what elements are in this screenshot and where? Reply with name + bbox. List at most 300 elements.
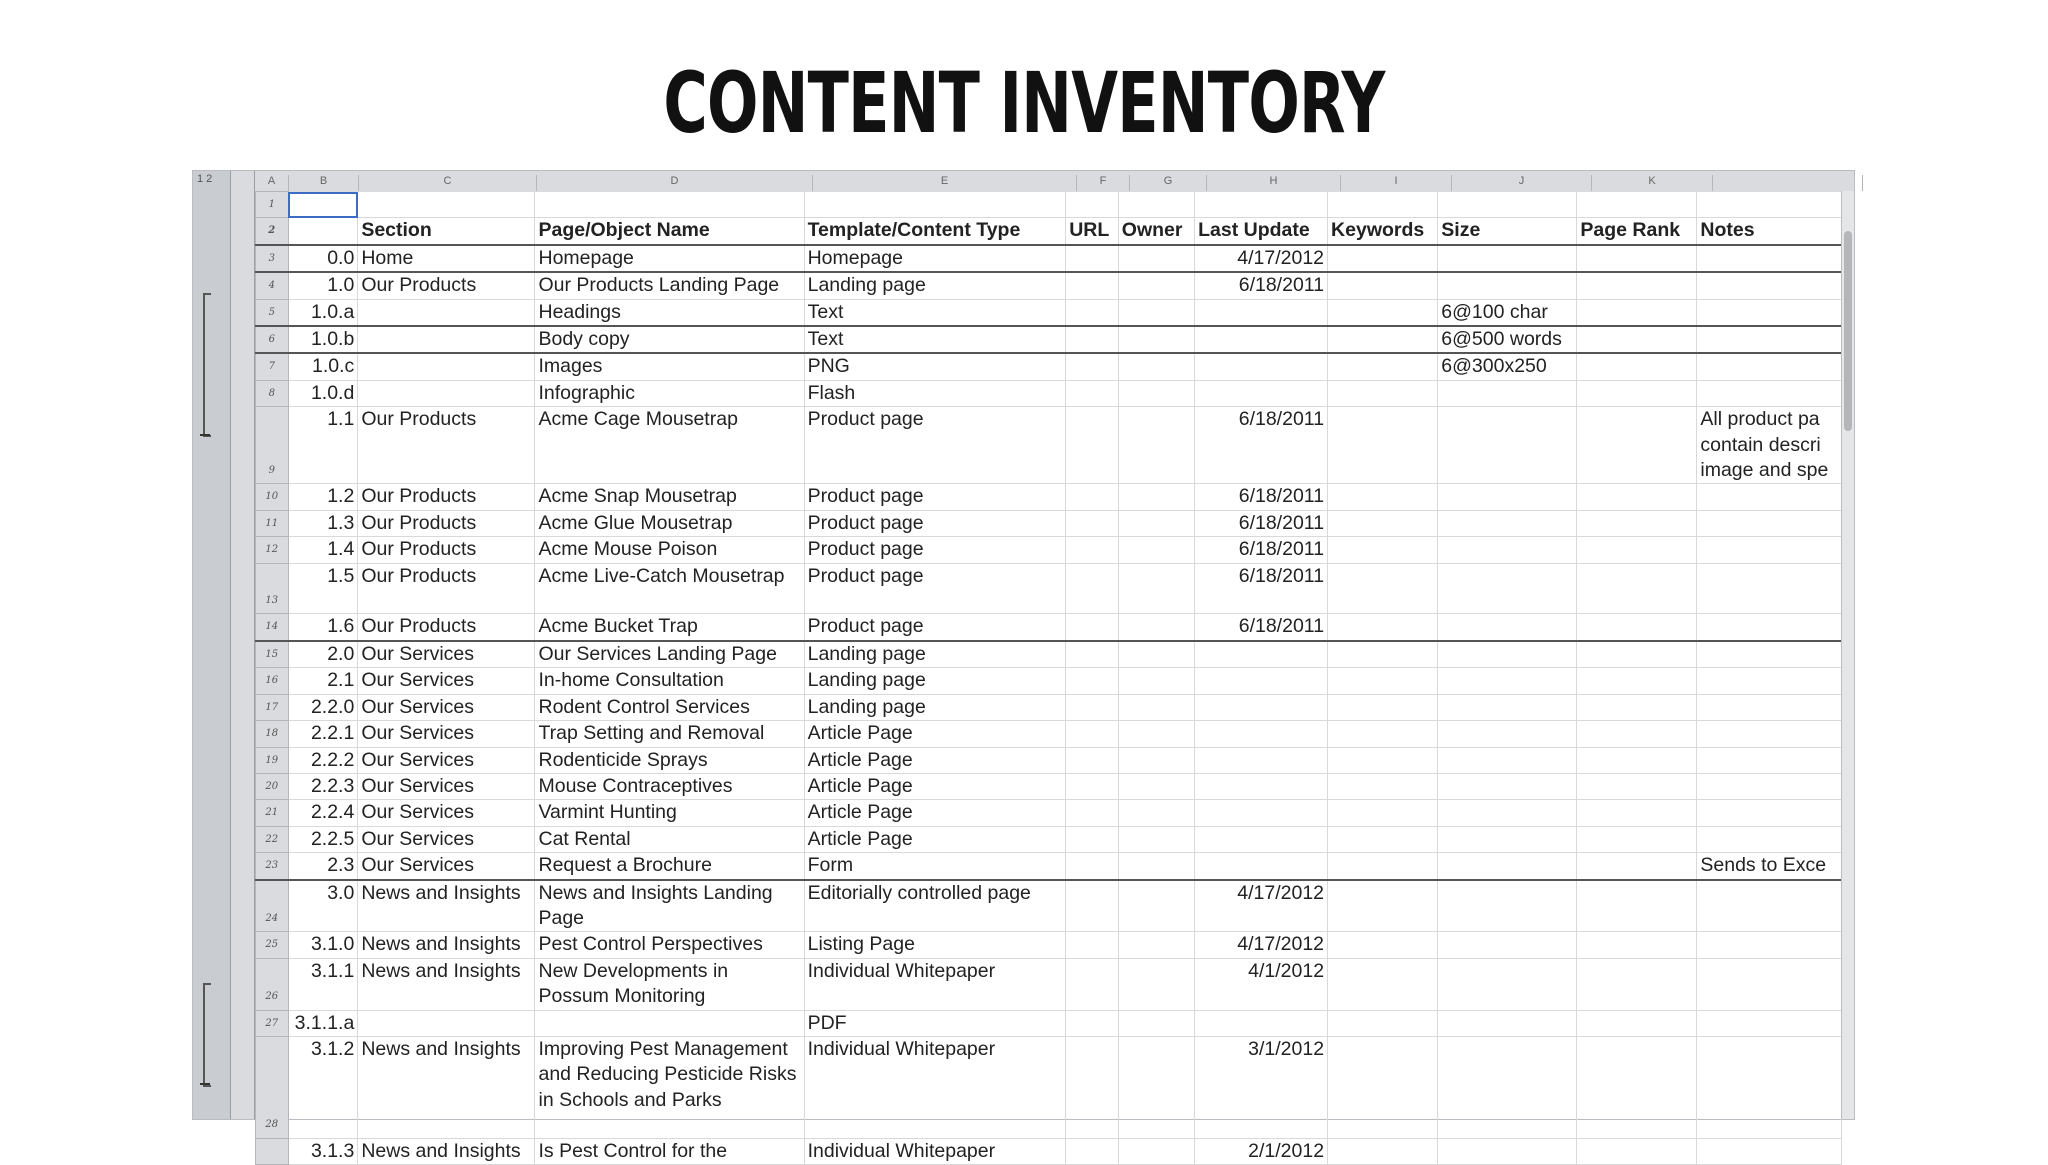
row-number[interactable]: 1 [256,192,289,218]
cell-notes[interactable] [1697,614,1842,641]
cell-section[interactable]: Our Services [358,826,535,852]
row-number[interactable]: 23 [256,853,289,880]
header-keywords[interactable]: Keywords [1328,218,1438,245]
cell[interactable] [535,192,804,218]
cell-type[interactable]: Individual Whitepaper [804,958,1066,1010]
row-number[interactable]: 2 [256,218,289,245]
cell-keywords[interactable] [1328,1036,1438,1138]
cell-owner[interactable] [1118,326,1194,353]
cell-page-name[interactable]: Homepage [535,245,804,272]
cell-page-rank[interactable] [1577,484,1697,510]
cell-section[interactable]: Home [358,245,535,272]
cell-owner[interactable] [1118,407,1194,484]
cell-page-rank[interactable] [1577,747,1697,773]
cell-type[interactable]: Text [804,326,1066,353]
cell-last-update[interactable]: 6/18/2011 [1195,537,1328,563]
cell-page-rank[interactable] [1577,245,1697,272]
cell-last-update[interactable] [1195,773,1328,799]
cell-notes[interactable] [1697,353,1842,380]
cell-last-update[interactable]: 6/18/2011 [1195,407,1328,484]
cell-id[interactable]: 1.0.a [288,299,358,326]
column-letter[interactable]: J [1452,175,1592,191]
cell[interactable] [1195,192,1328,218]
cell-page-name[interactable]: Acme Glue Mousetrap [535,510,804,536]
column-letter[interactable]: H [1207,175,1341,191]
row-number[interactable]: 25 [256,932,289,958]
cell-owner[interactable] [1118,826,1194,852]
cell-id[interactable]: 3.1.1.a [288,1010,358,1036]
cell-url[interactable] [1066,380,1119,406]
cell-notes[interactable] [1697,245,1842,272]
cell-owner[interactable] [1118,1036,1194,1138]
cell-size[interactable] [1438,721,1577,747]
cell-last-update[interactable]: 6/18/2011 [1195,510,1328,536]
cell-page-name[interactable]: Rodenticide Sprays [535,747,804,773]
cell-page-rank[interactable] [1577,800,1697,826]
cell-owner[interactable] [1118,353,1194,380]
cell-type[interactable]: Product page [804,563,1066,614]
cell[interactable] [1328,192,1438,218]
cell-page-name[interactable]: Acme Mouse Poison [535,537,804,563]
cell-notes[interactable] [1697,773,1842,799]
cell-section[interactable]: News and Insights [358,1036,535,1138]
vertical-scrollbar[interactable] [1841,191,1854,1119]
column-letter[interactable]: K [1592,175,1713,191]
cell-last-update[interactable] [1195,747,1328,773]
cell-keywords[interactable] [1328,800,1438,826]
cell[interactable] [288,218,358,245]
cell-type[interactable]: PNG [804,353,1066,380]
cell-keywords[interactable] [1328,826,1438,852]
cell-notes[interactable] [1697,563,1842,614]
cell-keywords[interactable] [1328,272,1438,299]
cell-section[interactable]: News and Insights [358,880,535,932]
cell[interactable] [1577,192,1697,218]
cell-keywords[interactable] [1328,880,1438,932]
cell-owner[interactable] [1118,800,1194,826]
cell-type[interactable]: Editorially controlled page [804,880,1066,932]
cell-notes[interactable]: All product pa contain descri image and spe [1697,407,1842,484]
cell-last-update[interactable] [1195,721,1328,747]
cell-id[interactable]: 1.2 [288,484,358,510]
cell-last-update[interactable] [1195,853,1328,880]
cell-url[interactable] [1066,641,1119,668]
cell-id[interactable]: 1.0.b [288,326,358,353]
cell-keywords[interactable] [1328,932,1438,958]
cell-page-name[interactable]: In-home Consultation [535,668,804,694]
cell-section[interactable]: Our Services [358,641,535,668]
column-letter[interactable]: G [1130,175,1207,191]
cell-last-update[interactable]: 3/1/2012 [1195,1036,1328,1138]
cell-type[interactable]: Article Page [804,773,1066,799]
cell-page-name[interactable]: Headings [535,299,804,326]
cell-section[interactable]: Our Products [358,614,535,641]
column-letter[interactable]: E [813,175,1077,191]
header-owner[interactable]: Owner [1118,218,1194,245]
cell-id[interactable]: 3.0 [288,880,358,932]
cell-page-name[interactable]: Improving Pest Management and Reducing Pesticide Risks in Schools and Parks [535,1036,804,1138]
row-number[interactable]: 7 [256,353,289,380]
cell-section[interactable]: Our Services [358,773,535,799]
row-number[interactable]: 9 [256,407,289,484]
cell-page-name[interactable]: Mouse Contraceptives [535,773,804,799]
cell-keywords[interactable] [1328,484,1438,510]
cell-url[interactable] [1066,407,1119,484]
cell-page-name[interactable]: Body copy [535,326,804,353]
cell-page-rank[interactable] [1577,1010,1697,1036]
cell-url[interactable] [1066,668,1119,694]
collapse-group-whitepapers-button[interactable] [200,1083,210,1085]
cell-url[interactable] [1066,299,1119,326]
header-url[interactable]: URL [1066,218,1119,245]
header-page-name[interactable]: Page/Object Name [535,218,804,245]
cell-section[interactable]: Our Products [358,563,535,614]
cell-section[interactable]: News and Insights [358,1138,535,1164]
cell-notes[interactable] [1697,694,1842,720]
cell-id[interactable]: 1.0.c [288,353,358,380]
cell-keywords[interactable] [1328,773,1438,799]
cell-id[interactable]: 1.5 [288,563,358,614]
cell-url[interactable] [1066,537,1119,563]
cell-type[interactable]: Individual Whitepaper [804,1036,1066,1138]
row-number[interactable]: 3 [256,245,289,272]
header-section[interactable]: Section [358,218,535,245]
selected-cell[interactable] [288,192,358,218]
cell-notes[interactable] [1697,326,1842,353]
cell-size[interactable] [1438,245,1577,272]
cell-type[interactable]: Product page [804,484,1066,510]
cell-size[interactable] [1438,668,1577,694]
cell-section[interactable]: Our Services [358,853,535,880]
cell-page-rank[interactable] [1577,407,1697,484]
cell-type[interactable]: Product page [804,510,1066,536]
collapse-group-products-button[interactable] [200,434,210,436]
cell-page-rank[interactable] [1577,326,1697,353]
row-number[interactable]: 8 [256,380,289,406]
cell-notes[interactable] [1697,299,1842,326]
cell-id[interactable]: 2.2.4 [288,800,358,826]
cell-last-update[interactable]: 6/18/2011 [1195,484,1328,510]
cell-section[interactable]: Our Services [358,721,535,747]
row-number[interactable]: 21 [256,800,289,826]
cell-owner[interactable] [1118,1138,1194,1164]
cell-page-rank[interactable] [1577,853,1697,880]
header-page-rank[interactable]: Page Rank [1577,218,1697,245]
cell-notes[interactable] [1697,484,1842,510]
row-number[interactable]: 4 [256,272,289,299]
cell-page-name[interactable]: Trap Setting and Removal [535,721,804,747]
cell-type[interactable]: Product page [804,537,1066,563]
cell-keywords[interactable] [1328,407,1438,484]
cell-id[interactable]: 1.4 [288,537,358,563]
row-number[interactable]: 17 [256,694,289,720]
cell[interactable] [1066,192,1119,218]
column-letter[interactable]: F [1077,175,1130,191]
cell[interactable] [1118,192,1194,218]
cell-keywords[interactable] [1328,747,1438,773]
row-number[interactable]: 19 [256,747,289,773]
column-letter[interactable]: D [537,175,813,191]
row-number[interactable]: 16 [256,668,289,694]
cell-notes[interactable] [1697,721,1842,747]
cell-id[interactable]: 1.3 [288,510,358,536]
cell-notes[interactable] [1697,747,1842,773]
cell-url[interactable] [1066,614,1119,641]
cell-url[interactable] [1066,1138,1119,1164]
cell-id[interactable]: 3.1.1 [288,958,358,1010]
cell-page-name[interactable]: Request a Brochure [535,853,804,880]
cell-url[interactable] [1066,880,1119,932]
cell-section[interactable]: Our Services [358,694,535,720]
cell-page-rank[interactable] [1577,380,1697,406]
outline-levels[interactable]: 1 2 [197,173,213,185]
row-number[interactable]: 22 [256,826,289,852]
cell-keywords[interactable] [1328,958,1438,1010]
cell-last-update[interactable]: 4/1/2012 [1195,958,1328,1010]
cell-page-name[interactable]: News and Insights Landing Page [535,880,804,932]
cell[interactable] [358,192,535,218]
cell-keywords[interactable] [1328,245,1438,272]
cell-page-name[interactable]: Acme Snap Mousetrap [535,484,804,510]
cell-id[interactable]: 2.3 [288,853,358,880]
cell-size[interactable] [1438,1138,1577,1164]
cell-owner[interactable] [1118,272,1194,299]
cell-keywords[interactable] [1328,299,1438,326]
cell-type[interactable]: Homepage [804,245,1066,272]
cell-page-name[interactable]: Cat Rental [535,826,804,852]
cell-keywords[interactable] [1328,353,1438,380]
cell-url[interactable] [1066,1036,1119,1138]
cell-size[interactable] [1438,773,1577,799]
cell-size[interactable]: 6@100 char [1438,299,1577,326]
cell-section[interactable]: Our Products [358,537,535,563]
cell-owner[interactable] [1118,853,1194,880]
cell-section[interactable] [358,299,535,326]
cell-id[interactable]: 2.2.0 [288,694,358,720]
cell-url[interactable] [1066,747,1119,773]
cell-url[interactable] [1066,958,1119,1010]
cell-owner[interactable] [1118,641,1194,668]
cell-section[interactable]: Our Products [358,484,535,510]
cell-keywords[interactable] [1328,326,1438,353]
row-number[interactable]: 11 [256,510,289,536]
cell-id[interactable]: 2.2.3 [288,773,358,799]
cell-type[interactable]: Landing page [804,694,1066,720]
cell-size[interactable]: 6@500 words [1438,326,1577,353]
cell-size[interactable] [1438,1036,1577,1138]
cell-notes[interactable] [1697,641,1842,668]
cell-last-update[interactable]: 2/1/2012 [1195,1138,1328,1164]
cell-type[interactable]: Product page [804,614,1066,641]
cell-type[interactable]: Landing page [804,668,1066,694]
cell-page-name[interactable]: Varmint Hunting [535,800,804,826]
cell-type[interactable]: Landing page [804,272,1066,299]
cell-url[interactable] [1066,694,1119,720]
cell-owner[interactable] [1118,932,1194,958]
cell-owner[interactable] [1118,773,1194,799]
cell-id[interactable]: 2.0 [288,641,358,668]
cell-owner[interactable] [1118,747,1194,773]
row-number[interactable]: 13 [256,563,289,614]
row-number[interactable]: 6 [256,326,289,353]
cell[interactable] [1697,192,1842,218]
cell-owner[interactable] [1118,299,1194,326]
cell-id[interactable]: 1.0 [288,272,358,299]
cell-url[interactable] [1066,353,1119,380]
cell-section[interactable] [358,353,535,380]
cell-size[interactable] [1438,1010,1577,1036]
cell-page-rank[interactable] [1577,826,1697,852]
row-number[interactable]: 10 [256,484,289,510]
cell-size[interactable] [1438,800,1577,826]
cell-id[interactable]: 3.1.2 [288,1036,358,1138]
cell-size[interactable] [1438,826,1577,852]
cell-id[interactable]: 3.1.3 [288,1138,358,1164]
header-last-update[interactable]: Last Update [1195,218,1328,245]
cell-last-update[interactable]: 4/17/2012 [1195,245,1328,272]
cell-keywords[interactable] [1328,380,1438,406]
cell-last-update[interactable] [1195,668,1328,694]
cell-size[interactable] [1438,272,1577,299]
cell-type[interactable]: Product page [804,407,1066,484]
cell-section[interactable]: Our Products [358,272,535,299]
cell-size[interactable]: 6@300x250 [1438,353,1577,380]
cell-size[interactable] [1438,641,1577,668]
cell-last-update[interactable] [1195,800,1328,826]
cell-page-name[interactable]: Acme Live-Catch Mousetrap [535,563,804,614]
cell-keywords[interactable] [1328,668,1438,694]
cell-page-name[interactable]: Infographic [535,380,804,406]
cell-last-update[interactable] [1195,641,1328,668]
cell-keywords[interactable] [1328,563,1438,614]
cell-notes[interactable] [1697,880,1842,932]
cell-owner[interactable] [1118,1010,1194,1036]
cell-type[interactable]: Form [804,853,1066,880]
cell-id[interactable]: 2.2.1 [288,721,358,747]
cell-owner[interactable] [1118,380,1194,406]
cell-notes[interactable] [1697,932,1842,958]
scrollbar-thumb[interactable] [1844,231,1852,431]
cell-section[interactable] [358,380,535,406]
cell-page-rank[interactable] [1577,537,1697,563]
cell-url[interactable] [1066,245,1119,272]
cell-owner[interactable] [1118,484,1194,510]
cell-url[interactable] [1066,721,1119,747]
cell-type[interactable]: PDF [804,1010,1066,1036]
cell-url[interactable] [1066,326,1119,353]
cell-owner[interactable] [1118,694,1194,720]
cell-url[interactable] [1066,826,1119,852]
cell-notes[interactable] [1697,380,1842,406]
header-size[interactable]: Size [1438,218,1577,245]
cell-section[interactable] [358,326,535,353]
cell-notes[interactable] [1697,510,1842,536]
row-number[interactable] [256,1138,289,1164]
cell-notes[interactable] [1697,272,1842,299]
cell-notes[interactable] [1697,826,1842,852]
cell-last-update[interactable] [1195,1010,1328,1036]
cell-last-update[interactable] [1195,353,1328,380]
cell-last-update[interactable] [1195,826,1328,852]
cell-page-rank[interactable] [1577,510,1697,536]
cell-url[interactable] [1066,510,1119,536]
cell-type[interactable]: Article Page [804,747,1066,773]
cell-page-rank[interactable] [1577,641,1697,668]
cell-page-rank[interactable] [1577,932,1697,958]
cell-url[interactable] [1066,773,1119,799]
cell-keywords[interactable] [1328,1138,1438,1164]
cell-url[interactable] [1066,272,1119,299]
cell-size[interactable] [1438,853,1577,880]
row-number[interactable]: 27 [256,1010,289,1036]
cell-notes[interactable] [1697,1036,1842,1138]
cell-page-name[interactable]: Pest Control Perspectives [535,932,804,958]
cell-size[interactable] [1438,614,1577,641]
cell-keywords[interactable] [1328,721,1438,747]
cell-section[interactable]: Our Services [358,800,535,826]
cell-owner[interactable] [1118,880,1194,932]
row-number[interactable]: 24 [256,880,289,932]
cell-notes[interactable] [1697,1138,1842,1164]
cell-url[interactable] [1066,1010,1119,1036]
cell-type[interactable]: Article Page [804,826,1066,852]
cell-last-update[interactable] [1195,694,1328,720]
cell-last-update[interactable]: 6/18/2011 [1195,614,1328,641]
cell-page-rank[interactable] [1577,958,1697,1010]
cell-size[interactable] [1438,563,1577,614]
cell-section[interactable]: News and Insights [358,958,535,1010]
cell-keywords[interactable] [1328,853,1438,880]
cell-page-rank[interactable] [1577,299,1697,326]
row-number[interactable]: 14 [256,614,289,641]
cell-size[interactable] [1438,484,1577,510]
cell-keywords[interactable] [1328,614,1438,641]
cell-size[interactable] [1438,747,1577,773]
cell-keywords[interactable] [1328,694,1438,720]
cell-owner[interactable] [1118,614,1194,641]
cell-notes[interactable] [1697,800,1842,826]
cell-section[interactable]: Our Services [358,668,535,694]
row-number[interactable]: 15 [256,641,289,668]
row-number[interactable]: 26 [256,958,289,1010]
cell-section[interactable]: Our Products [358,510,535,536]
cell-id[interactable]: 0.0 [288,245,358,272]
cell[interactable] [804,192,1066,218]
cell-keywords[interactable] [1328,1010,1438,1036]
cell-page-name[interactable]: Acme Bucket Trap [535,614,804,641]
cell-owner[interactable] [1118,563,1194,614]
row-number[interactable]: 5 [256,299,289,326]
cell-notes[interactable] [1697,1010,1842,1036]
cell-last-update[interactable]: 4/17/2012 [1195,880,1328,932]
cell-last-update[interactable] [1195,326,1328,353]
cell-type[interactable]: Article Page [804,800,1066,826]
cell-page-rank[interactable] [1577,1138,1697,1164]
cell-size[interactable] [1438,880,1577,932]
cell-page-rank[interactable] [1577,272,1697,299]
cell-url[interactable] [1066,853,1119,880]
cell-page-name[interactable] [535,1010,804,1036]
cell-page-rank[interactable] [1577,353,1697,380]
column-letter[interactable]: I [1341,175,1452,191]
cell-size[interactable] [1438,407,1577,484]
cell-page-name[interactable]: Rodent Control Services [535,694,804,720]
cell-size[interactable] [1438,510,1577,536]
cell-id[interactable]: 2.1 [288,668,358,694]
cell-id[interactable]: 3.1.0 [288,932,358,958]
cell-url[interactable] [1066,484,1119,510]
cell-owner[interactable] [1118,245,1194,272]
